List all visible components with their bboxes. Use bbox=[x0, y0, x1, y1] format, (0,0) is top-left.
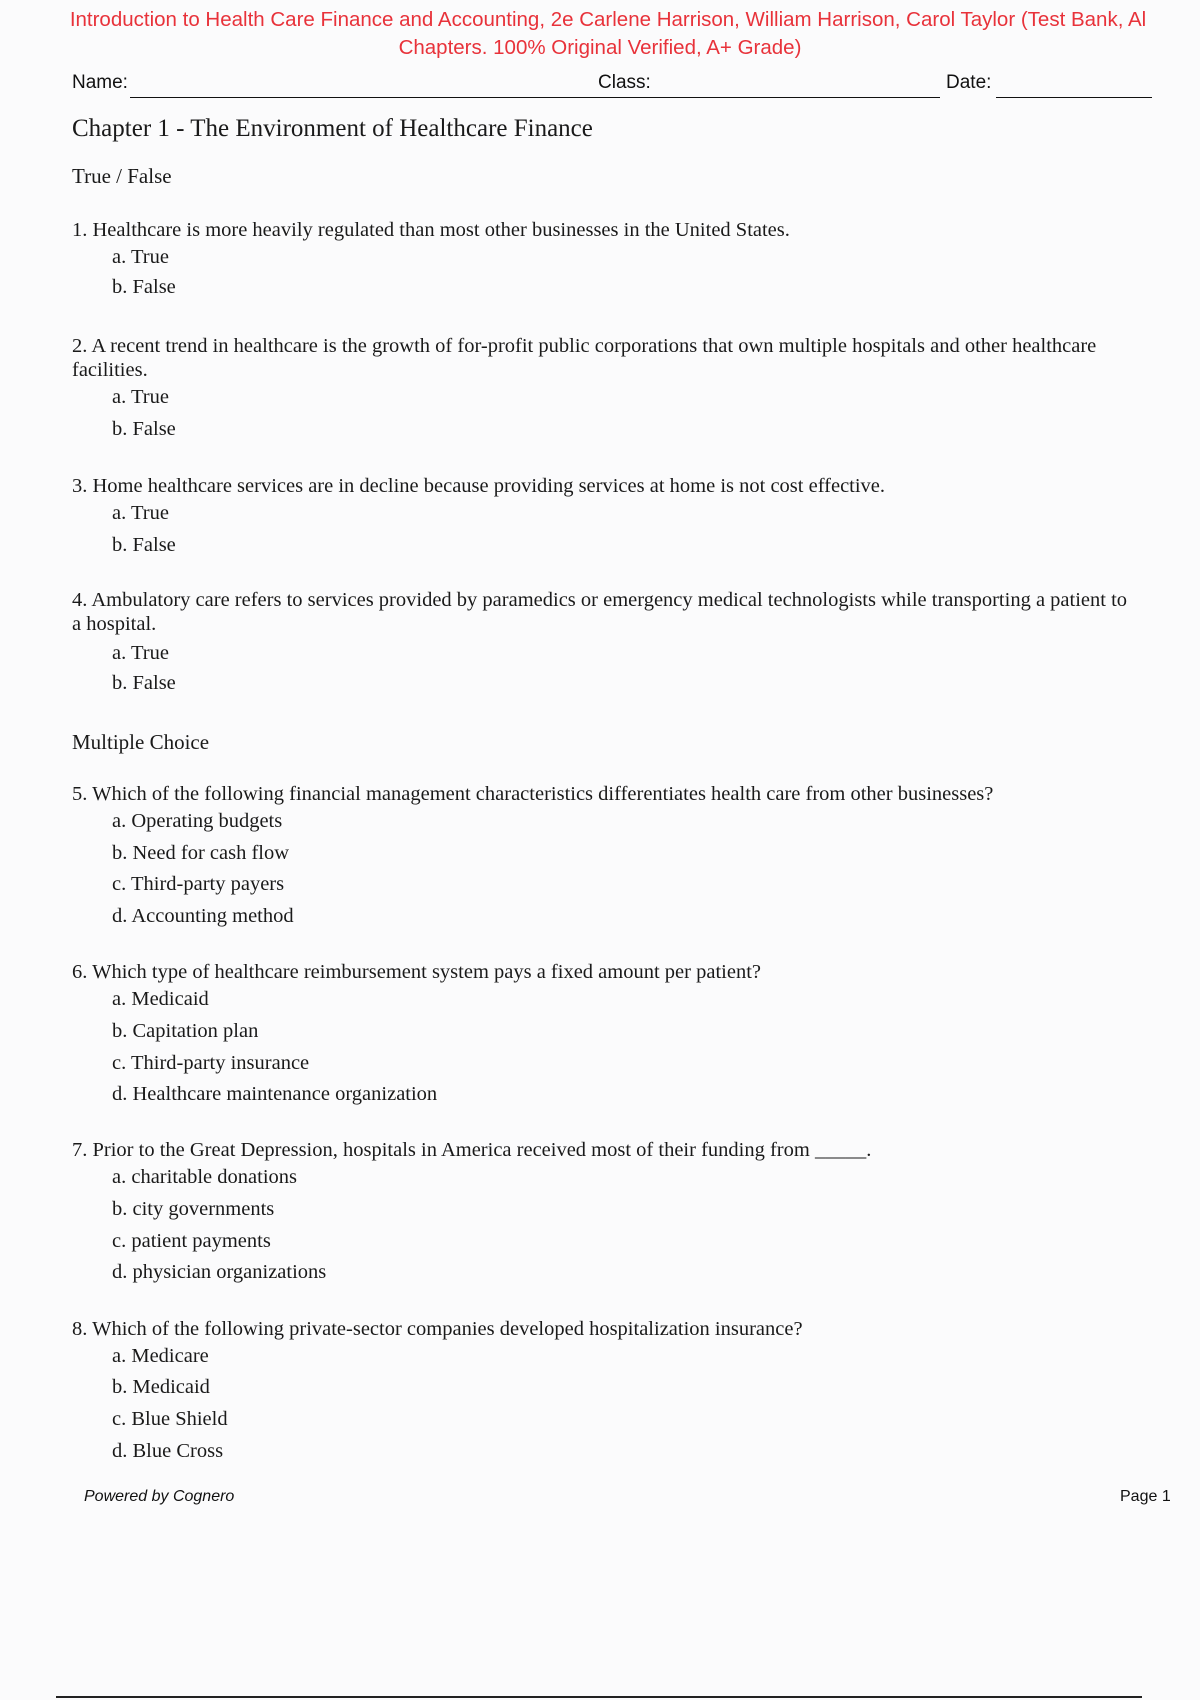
option: c. Third-party payers bbox=[112, 873, 285, 895]
question-3: 3. Home healthcare services are in decline because providing services at home is not cost effective. bbox=[72, 475, 886, 497]
date-field[interactable] bbox=[996, 97, 1152, 98]
option: d. Accounting method bbox=[112, 905, 294, 927]
option: b. False bbox=[112, 534, 176, 556]
date-label: Date: bbox=[946, 72, 992, 93]
bottom-divider bbox=[56, 1696, 1142, 1698]
option: b. city governments bbox=[112, 1198, 275, 1220]
option: a. True bbox=[112, 642, 169, 664]
option: a. Medicare bbox=[112, 1345, 209, 1367]
question-4: 4. Ambulatory care refers to services provided by paramedics or emergency medical technologists while transporting a patient to a hospital. bbox=[72, 589, 1128, 635]
document-header bbox=[0, 6, 1200, 62]
header-line-1: Introduction to Health Care Finance and Accounting, 2e Carlene Harrison, William Harrison, Carol Taylor (Test Bank, Al bbox=[69, 8, 1147, 31]
option: b. False bbox=[112, 418, 176, 440]
question-8: 8. Which of the following private-sector companies developed hospitalization insurance? bbox=[72, 1318, 803, 1340]
question-6: 6. Which type of healthcare reimbursement system pays a fixed amount per patient? bbox=[72, 961, 761, 983]
question-7: 7. Prior to the Great Depression, hospitals in America received most of their funding from _____. bbox=[72, 1139, 872, 1161]
page-number: Page 1 bbox=[1120, 1488, 1171, 1505]
option: c. Blue Shield bbox=[112, 1408, 228, 1430]
option: a. Operating budgets bbox=[112, 810, 283, 832]
option: b. False bbox=[112, 672, 176, 694]
option: a. charitable donations bbox=[112, 1166, 298, 1188]
option: b. Capitation plan bbox=[112, 1020, 259, 1042]
option: b. Need for cash flow bbox=[112, 842, 290, 864]
option: c. Third-party insurance bbox=[112, 1052, 310, 1074]
section-true-false: True / False bbox=[72, 164, 172, 188]
name-label: Name: bbox=[72, 72, 128, 93]
option: a. True bbox=[112, 502, 169, 524]
option: d. Healthcare maintenance organization bbox=[112, 1083, 438, 1105]
chapter-title: Chapter 1 - The Environment of Healthcare Finance bbox=[72, 115, 593, 142]
question-5: 5. Which of the following financial management characteristics differentiates health care from other businesses? bbox=[72, 783, 994, 805]
option: d. physician organizations bbox=[112, 1261, 327, 1283]
header-line-2: Chapters. 100% Original Verified, A+ Grade) bbox=[398, 36, 802, 59]
class-label: Class: bbox=[598, 72, 651, 93]
option: c. patient payments bbox=[112, 1230, 271, 1252]
section-multiple-choice: Multiple Choice bbox=[72, 730, 210, 754]
option: a. True bbox=[112, 386, 169, 408]
question-1: 1. Healthcare is more heavily regulated than most other businesses in the United States. bbox=[72, 219, 790, 241]
option: d. Blue Cross bbox=[112, 1440, 224, 1462]
student-info-fields bbox=[72, 70, 1160, 100]
option: a. Medicaid bbox=[112, 988, 209, 1010]
name-field[interactable] bbox=[130, 97, 663, 98]
option: a. True bbox=[112, 246, 169, 268]
option: b. Medicaid bbox=[112, 1376, 210, 1398]
option: b. False bbox=[112, 276, 176, 298]
powered-by-footer: Powered by Cognero bbox=[84, 1488, 235, 1505]
question-2: 2. A recent trend in healthcare is the growth of for-profit public corporations that own multiple hospitals and other healthcare facilities. bbox=[72, 335, 1097, 381]
class-field[interactable] bbox=[655, 97, 940, 98]
